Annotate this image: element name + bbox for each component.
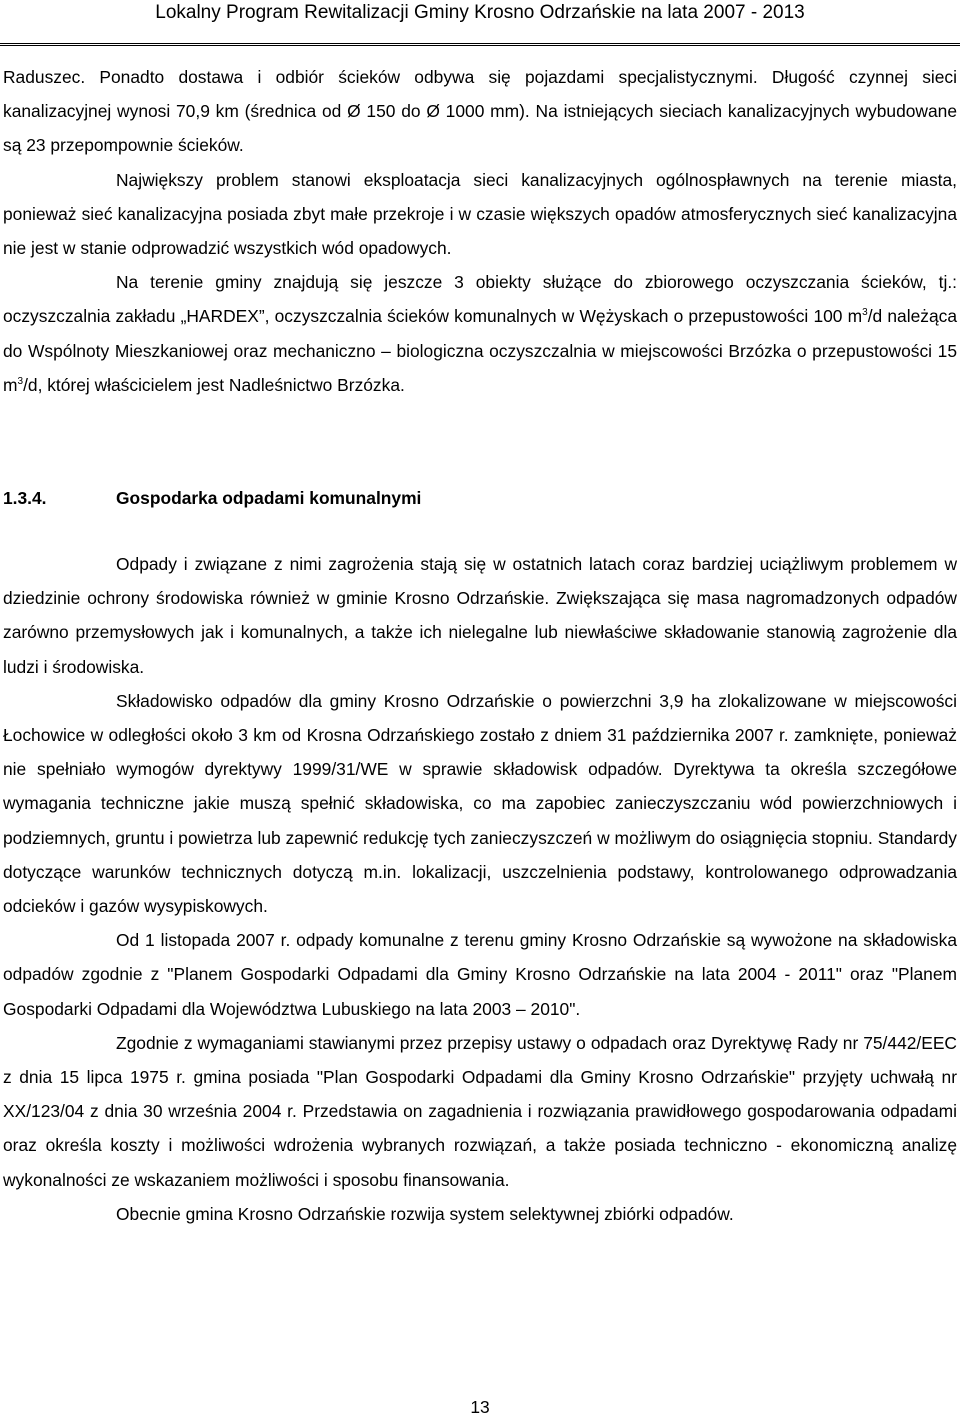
paragraph: Raduszec. Ponadto dostawa i odbiór ścieków odbywa się pojazdami specjalistycznymi. Długość czynnej sieci kanalizacyjnej wynosi 70,9 km (średnica od Ø 150 do Ø 1000 mm). Na istniejących sieciach kanalizacyjnych wybudowane są 23 przepompownie ścieków. — [3, 67, 957, 156]
paragraph: Największy problem stanowi eksploatacja sieci kanalizacyjnych ogólnospławnych na terenie miasta, ponieważ sieć kanalizacyjna posiada zbyt małe przekroje i w czasie większych opadów atmosferycznych sieć kanalizacyjna nie jest w stanie odprowadzić wszystkich wód opadowych. — [3, 169, 957, 259]
section-title: Gospodarka odpadami komunalnymi — [116, 488, 422, 508]
paragraph-text: /d, której właścicielem jest Nadleśnictwo Brzózka. — [23, 374, 405, 395]
page-number: 13 — [470, 1397, 490, 1417]
paragraph — [3, 265, 957, 402]
superscript: 3 — [17, 375, 24, 387]
paragraph: Odpady i związane z nimi zagrożenia stają się w ostatnich latach coraz bardziej uciążliwym problemem w dziedzinie ochrony środowiska również w gminie Krosno Odrzańskie. Zwiększająca się masa nagromadzonych odpadów zarówno przemysłowych jak i komunalnych, a także ich nielegalne lub niewłaściwe składowanie stanowią zagrożenie dla ludzi i środowiska. — [3, 554, 957, 677]
superscript: 3 — [862, 307, 868, 319]
paragraph: Składowisko odpadów dla gminy Krosno Odrzańskie o powierzchni 3,9 ha zlokalizowane w miejscowości Łochowice w odległości około 3 km od Krosna Odrzańskiego zostało z dniem 31 października 2007 r. zamknięte, ponieważ nie spełniało wymogów dyrektywy 1999/31/WE w sprawie składowisk odpadów. Dyrektywa ta określa szczegółowe wymagania techniczne jakie muszą spełnić składowiska, co ma zapobiec zanieczyszczaniu wód powierzchniowych i podziemnych, gruntu i powietrza lub zapewnić redukcję tych zanieczyszczeń w możliwym do osiągnięcia stopniu. Standardy dotyczące warunków technicznych dotyczą m.in. lokalizacji, uszczelnienia podstawy, kontrolowanego odprowadzania odcieków i gazów wysypiskowych. — [3, 690, 957, 917]
section-number: 1.3.4. — [3, 488, 47, 508]
previous-section-text — [3, 60, 957, 402]
paragraph: Obecnie gmina Krosno Odrzańskie rozwija system selektywnej zbiórki odpadów. — [116, 1203, 734, 1224]
page-header: Lokalny Program Rewitalizacji Gminy Krosno Odrzańskie na lata 2007 - 2013 — [155, 2, 805, 23]
paragraph: Zgodnie z wymaganiami stawianymi przez przepisy ustawy o odpadach oraz Dyrektywę Rady nr 75/442/EEC z dnia 15 lipca 1975 r. gmina posiada "Plan Gospodarki Odpadami dla Gminy Krosno Odrzańskie" przyjęty uchwałą nr XX/123/04 z dnia 30 września 2004 r. Przedstawia on zagadnienia i rozwiązania prawidłowego gospodarowania odpadami oraz określa koszty i możliwości wdrożenia wybranych rozwiązań, a także posiada techniczno - ekonomiczną analizę wykonalności ze wskazaniem możliwości i sposobu finansowania. — [3, 1032, 957, 1190]
paragraph-text: /d należąca do Wspólnoty Mieszkaniowej oraz mechaniczno – biologiczna oczyszczalnia w miejscowości Brzózka o przepustowości 15 m — [3, 306, 957, 395]
header-divider — [0, 43, 960, 46]
section-body — [3, 547, 957, 1231]
paragraph: Od 1 listopada 2007 r. odpady komunalne z terenu gminy Krosno Odrzańskie są wywożone na składowiska odpadów zgodnie z "Planem Gospodarki Odpadami dla Gminy Krosno Odrzańskie na lata 2004 - 2011" oraz "Planem Gospodarki Odpadami dla Województwa Lubuskiego na lata 2003 – 2010". — [3, 930, 957, 1019]
paragraph-text: Na terenie gminy znajdują się jeszcze 3 obiekty służące do zbiorowego oczyszczania ścieków, tj.: oczyszczalnia zakładu „HARDEX”, oczyszczalnia ścieków komunalnych w Wężyskach o przepustowości 100 m — [3, 272, 957, 327]
section-heading — [3, 481, 421, 515]
